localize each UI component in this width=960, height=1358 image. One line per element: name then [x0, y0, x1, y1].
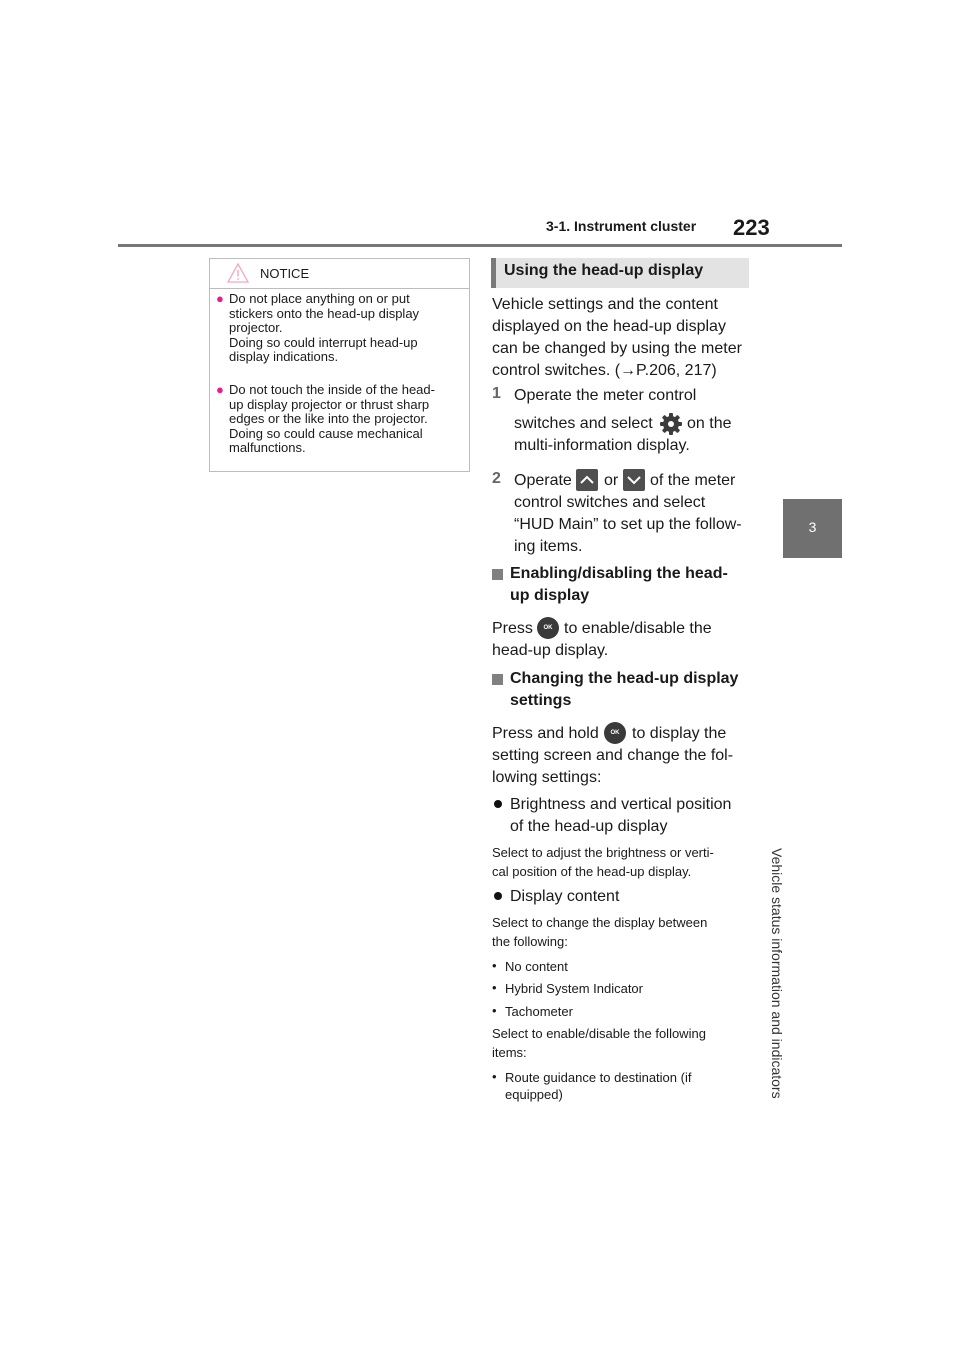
option-title: Display content [510, 888, 620, 905]
step1-line2b: on the [687, 415, 732, 432]
list-bullet: • [492, 980, 497, 995]
gear-icon [659, 412, 683, 436]
sub1-line1b: to enable/disable the [564, 620, 712, 637]
notice-item-text: Do not place anything on or put stickers onto the head-up display projector. Doing so could interrupt head-up display indications. [229, 291, 420, 364]
notice-title: NOTICE [260, 266, 310, 281]
step2-line1c: of the meter [650, 472, 736, 489]
notice-item [216, 292, 464, 365]
step1-line3: multi-information display. [514, 437, 690, 454]
ok-button-icon: OK [537, 617, 559, 639]
list-item: Tachometer [505, 1004, 573, 1019]
step2-line1b: or [604, 472, 619, 489]
header-divider [118, 244, 842, 247]
page-number: 223 [733, 215, 770, 240]
chapter-side-title: Vehicle status information and indicators [769, 848, 785, 1099]
ok-button-icon: OK [604, 722, 626, 744]
square-bullet-icon [492, 674, 503, 685]
step1-line1: Operate the meter control [514, 387, 697, 404]
list-item: No content [505, 959, 568, 974]
list-bullet: • [492, 1003, 497, 1018]
bullet-dot-icon [494, 800, 502, 808]
sub2-rest: setting screen and change the fol- lowing settings: [492, 747, 734, 786]
step1-line2a: switches and select [514, 415, 653, 432]
sub1-line1a: Press [492, 620, 533, 637]
list-bullet: • [492, 958, 497, 973]
bullet-icon: ● [216, 291, 224, 306]
notice-header [210, 259, 469, 289]
section-title: 3-1. Instrument cluster [546, 218, 697, 234]
sub2-line1a: Press and hold [492, 725, 599, 742]
subheading: Enabling/disabling the head- up display [510, 565, 728, 604]
option-description: Select to adjust the brightness or verti- cal position of the head-up display. [492, 845, 714, 879]
notice-item-text: Do not touch the inside of the head- up display projector or thrust sharp edges or the like into the projector. Doing so could cause mechanical malfunctions. [229, 382, 435, 455]
section-heading [491, 258, 749, 288]
chapter-tab: 3 [783, 499, 842, 558]
step2-line1a: Operate [514, 472, 572, 489]
sub2-line1b: to display the [632, 725, 727, 742]
subheading: Changing the head-up display settings [510, 670, 739, 709]
chevron-up-button-icon [576, 469, 598, 491]
section-heading-text: Using the head-up display [504, 262, 704, 279]
step2-rest: control switches and select “HUD Main” to set up the follow- ing items. [514, 494, 742, 555]
step-number: 1 [492, 385, 501, 402]
warning-triangle-icon [226, 262, 250, 284]
list-item: Route guidance to destination (if equipped) [505, 1070, 692, 1102]
intro-paragraph: Vehicle settings and the content displayed on the head-up display can be changed by using the meter control switches. (→P.206, 217) [492, 296, 742, 379]
notice-item [216, 383, 464, 456]
list-bullet: • [492, 1069, 497, 1084]
option-description: Select to enable/disable the following items: [492, 1026, 706, 1060]
bullet-dot-icon [494, 892, 502, 900]
square-bullet-icon [492, 569, 503, 580]
chevron-down-button-icon [623, 469, 645, 491]
bullet-icon: ● [216, 382, 224, 397]
option-description: Select to change the display between the following: [492, 915, 708, 949]
notice-box [209, 258, 470, 472]
sub1-line2: head-up display. [492, 642, 609, 659]
option-title: Brightness and vertical position of the head-up display [510, 796, 732, 835]
list-item: Hybrid System Indicator [505, 981, 643, 996]
step-number: 2 [492, 470, 501, 487]
